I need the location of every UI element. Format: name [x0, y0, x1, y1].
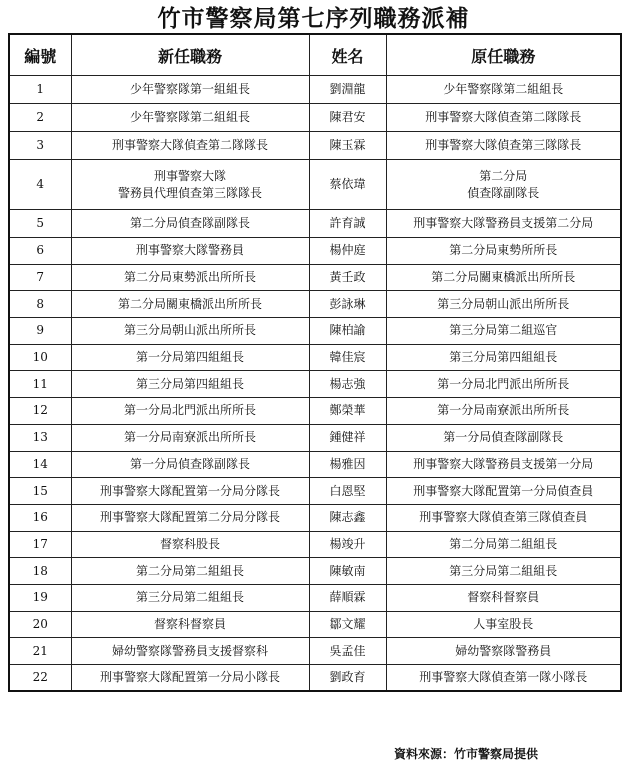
cell-number-text: 7 [36, 270, 45, 285]
cell-old-position [386, 558, 621, 585]
table-header-row [9, 34, 621, 76]
cell-old-position-text: 刑事警察大隊警務員支援第二分局 [413, 216, 594, 230]
cell-old-position-text: 少年警察隊第二組組長 [443, 82, 564, 96]
cell-old-position [386, 210, 621, 238]
cell-old-position-text: 人事室股長 [473, 616, 534, 631]
cell-old-position-text: 第一分局南寮派出所所長 [437, 403, 570, 418]
table-row [9, 344, 621, 371]
cell-new-position-text: 督察科督察員 [153, 616, 226, 631]
cell-name-text: 吳孟佳 [329, 643, 366, 658]
assignment-table [8, 33, 622, 692]
cell-name-text: 陳敏南 [329, 563, 366, 578]
cell-name [309, 638, 386, 665]
cell-name-text: 楊志強 [329, 376, 366, 391]
cell-new-position-text: 刑事警察大隊 [153, 168, 226, 183]
cell-old-position [386, 160, 621, 210]
cell-name-text: 陳柏諭 [329, 323, 366, 338]
cell-new-position-text: 刑事警察大隊偵查第二隊隊長 [111, 138, 268, 152]
cell-number [9, 451, 71, 478]
cell-name [309, 160, 386, 210]
cell-new-position [71, 638, 309, 665]
cell-name [309, 531, 386, 558]
cell-new-position [71, 291, 309, 318]
cell-name [309, 584, 386, 611]
source-note: 資料來源：竹市警察局提供 [394, 747, 539, 761]
table-row [9, 451, 621, 478]
cell-old-position-text: 第三分局朝山派出所所長 [437, 296, 570, 311]
cell-name [309, 371, 386, 398]
cell-name [309, 132, 386, 160]
cell-new-position-text: 刑事警察大隊配置第一分局小隊長 [99, 670, 280, 685]
table-row [9, 318, 621, 345]
cell-name-text: 黃壬政 [329, 270, 366, 285]
cell-number-text: 17 [32, 536, 48, 551]
cell-number-text: 12 [32, 403, 48, 418]
table-row [9, 558, 621, 585]
cell-number [9, 264, 71, 291]
cell-new-position-text: 第三分局第四組組長 [135, 376, 244, 391]
cell-name [309, 238, 386, 265]
cell-name-text: 楊竣升 [329, 536, 366, 551]
cell-number-text: 10 [32, 350, 48, 365]
cell-old-position [386, 478, 621, 505]
table-row [9, 264, 621, 291]
cell-name [309, 264, 386, 291]
table-row [9, 238, 621, 265]
cell-new-position-text: 第二分局第二組組長 [135, 563, 244, 578]
cell-number [9, 76, 71, 104]
cell-old-position [386, 371, 621, 398]
cell-name [309, 104, 386, 132]
cell-number-text: 2 [36, 110, 45, 124]
cell-number-text: 8 [36, 296, 45, 311]
cell-name [309, 210, 386, 238]
cell-number [9, 160, 71, 210]
cell-new-position-text: 第二分局關東橋派出所所長 [117, 296, 262, 311]
table-row [9, 638, 621, 665]
cell-new-position-text: 少年警察隊第二組組長 [129, 110, 250, 124]
cell-old-position-text: 刑事警察大隊偵查第一隊小隊長 [419, 670, 588, 685]
cell-new-position [71, 611, 309, 638]
cell-old-position-text: 第一分局北門派出所所長 [437, 376, 570, 391]
table-row [9, 76, 621, 104]
cell-number [9, 611, 71, 638]
cell-name-text: 楊仲庭 [329, 243, 366, 258]
cell-old-position-text: 刑事警察大隊偵查第二隊隊長 [425, 110, 582, 124]
cell-old-position-text: 刑事警察大隊偵查第三隊偵查員 [419, 510, 588, 525]
cell-number [9, 371, 71, 398]
table-row [9, 665, 621, 692]
cell-old-position [386, 638, 621, 665]
cell-new-position-text: 婦幼警察隊警務員支援督察科 [111, 643, 268, 658]
cell-number [9, 132, 71, 160]
cell-number [9, 531, 71, 558]
cell-name-text: 許育誠 [329, 216, 366, 230]
cell-name-text: 楊雅因 [329, 456, 366, 471]
cell-old-position [386, 531, 621, 558]
cell-name [309, 398, 386, 425]
cell-number-text: 15 [32, 483, 48, 498]
cell-new-position [71, 76, 309, 104]
cell-new-position [71, 558, 309, 585]
cell-new-position-text: 第一分局北門派出所所長 [123, 403, 256, 418]
cell-number [9, 318, 71, 345]
cell-new-position [71, 451, 309, 478]
cell-number [9, 424, 71, 451]
cell-old-position [386, 665, 621, 692]
table-body [9, 76, 621, 692]
page-title: 竹市警察局第七序列職務派補 [157, 5, 470, 32]
cell-old-position-text: 第二分局東勢所所長 [449, 243, 558, 258]
cell-old-position-text: 第三分局第二組組長 [449, 563, 558, 578]
cell-name-text: 陳君安 [329, 110, 366, 124]
cell-new-position [71, 160, 309, 210]
cell-new-position [71, 398, 309, 425]
cell-old-position-text: 刑事警察大隊配置第一分局偵查員 [413, 483, 594, 498]
cell-number-text: 3 [36, 138, 45, 152]
column-header-new-position: 新任職務 [71, 34, 309, 76]
table-row [9, 291, 621, 318]
cell-old-position [386, 264, 621, 291]
cell-number-text: 5 [36, 216, 45, 230]
cell-name [309, 291, 386, 318]
table-row [9, 424, 621, 451]
cell-new-position [71, 665, 309, 692]
cell-name-text: 蔡依瑋 [329, 177, 366, 191]
cell-number-text: 9 [36, 323, 45, 338]
cell-name-text: 劉淵龍 [329, 82, 366, 96]
cell-old-position-text: 刑事警察大隊偵查第三隊隊長 [425, 138, 582, 152]
cell-old-position [386, 104, 621, 132]
cell-name [309, 318, 386, 345]
cell-number [9, 291, 71, 318]
cell-name [309, 451, 386, 478]
cell-old-position [386, 584, 621, 611]
cell-new-position [71, 210, 309, 238]
cell-number-text: 6 [36, 243, 45, 258]
cell-name [309, 76, 386, 104]
cell-new-position [71, 504, 309, 531]
cell-new-position [71, 478, 309, 505]
cell-new-position-text: 刑事警察大隊警務員 [135, 243, 244, 258]
table-row [9, 398, 621, 425]
cell-number-text: 16 [32, 510, 48, 525]
cell-number [9, 104, 71, 132]
cell-name [309, 611, 386, 638]
cell-name-text: 彭詠琳 [329, 296, 366, 311]
cell-new-position-text: 第一分局第四組組長 [135, 350, 244, 365]
cell-number-text: 4 [36, 177, 45, 191]
cell-old-position [386, 238, 621, 265]
cell-name-text: 鄒文耀 [329, 616, 366, 631]
cell-number-text: 22 [32, 670, 48, 685]
table-row [9, 478, 621, 505]
cell-old-position-text: 第三分局第四組組長 [449, 350, 558, 365]
cell-name-text: 韓佳宸 [329, 350, 366, 365]
cell-new-position-text: 刑事警察大隊配置第二分局分隊長 [99, 510, 280, 525]
cell-old-position-text: 偵查隊副隊長 [467, 185, 540, 200]
cell-new-position-text: 刑事警察大隊配置第一分局分隊長 [99, 483, 280, 498]
cell-number [9, 584, 71, 611]
cell-number [9, 504, 71, 531]
cell-number [9, 478, 71, 505]
cell-name-text: 鍾健祥 [329, 430, 366, 445]
table-row [9, 504, 621, 531]
cell-name [309, 424, 386, 451]
cell-name-text: 鄭榮華 [329, 403, 366, 418]
cell-new-position-text: 第二分局東勢派出所所長 [123, 270, 256, 285]
table-row [9, 371, 621, 398]
cell-old-position [386, 291, 621, 318]
cell-name-text: 陳志鑫 [329, 510, 366, 525]
cell-new-position-text: 第三分局第二組組長 [135, 590, 244, 605]
cell-number [9, 638, 71, 665]
cell-new-position-text: 第二分局偵查隊副隊長 [129, 216, 250, 230]
cell-new-position-text: 警務員代理偵查第三隊隊長 [117, 185, 262, 200]
cell-new-position-text: 第一分局偵查隊副隊長 [129, 456, 250, 471]
cell-new-position-text: 督察科股長 [159, 536, 220, 551]
cell-number-text: 1 [36, 82, 45, 96]
table-row [9, 210, 621, 238]
cell-number [9, 665, 71, 692]
cell-new-position-text: 第三分局朝山派出所所長 [123, 323, 256, 338]
cell-name-text: 陳玉霖 [329, 138, 366, 152]
cell-new-position-text: 少年警察隊第一組組長 [129, 82, 250, 96]
cell-name [309, 558, 386, 585]
column-header-number: 編號 [9, 34, 71, 76]
table-row [9, 132, 621, 160]
cell-new-position [71, 132, 309, 160]
cell-name-text: 薛順霖 [329, 590, 366, 605]
cell-new-position [71, 104, 309, 132]
cell-old-position-text: 第三分局第二組巡官 [449, 323, 558, 338]
cell-number-text: 13 [32, 430, 48, 445]
cell-old-position-text: 婦幼警察隊警務員 [455, 643, 552, 658]
cell-name-text: 白恩堅 [329, 483, 366, 498]
cell-number-text: 14 [32, 456, 48, 471]
table-row [9, 584, 621, 611]
cell-new-position [71, 424, 309, 451]
cell-old-position [386, 398, 621, 425]
cell-number [9, 398, 71, 425]
cell-old-position-text: 第二分局關東橋派出所所長 [431, 270, 576, 285]
cell-old-position-text: 第二分局 [479, 168, 528, 183]
cell-old-position [386, 424, 621, 451]
cell-old-position-text: 刑事警察大隊警務員支援第一分局 [413, 456, 594, 471]
cell-number-text: 20 [32, 616, 48, 631]
cell-old-position [386, 504, 621, 531]
cell-old-position [386, 451, 621, 478]
cell-name [309, 344, 386, 371]
cell-number-text: 11 [32, 376, 48, 391]
cell-old-position-text: 第一分局偵查隊副隊長 [443, 430, 564, 445]
table-row [9, 611, 621, 638]
column-header-old-position: 原任職務 [386, 34, 621, 76]
table-row [9, 160, 621, 210]
cell-name [309, 478, 386, 505]
column-header-name: 姓名 [309, 34, 386, 76]
cell-old-position-text: 第二分局第二組組長 [449, 536, 558, 551]
table-row [9, 104, 621, 132]
cell-number [9, 210, 71, 238]
cell-new-position [71, 344, 309, 371]
cell-new-position [71, 318, 309, 345]
cell-old-position [386, 132, 621, 160]
cell-name [309, 504, 386, 531]
cell-old-position [386, 76, 621, 104]
cell-old-position [386, 344, 621, 371]
cell-new-position [71, 371, 309, 398]
cell-old-position [386, 318, 621, 345]
cell-number [9, 344, 71, 371]
cell-number-text: 19 [32, 590, 48, 605]
cell-number-text: 18 [32, 563, 48, 578]
cell-name-text: 劉政育 [329, 670, 366, 685]
cell-new-position-text: 第一分局南寮派出所所長 [123, 430, 256, 445]
cell-new-position [71, 238, 309, 265]
cell-old-position-text: 督察科督察員 [467, 590, 540, 605]
cell-number-text: 21 [32, 643, 48, 658]
cell-old-position [386, 611, 621, 638]
cell-number [9, 558, 71, 585]
cell-new-position [71, 584, 309, 611]
cell-new-position [71, 264, 309, 291]
cell-number [9, 238, 71, 265]
table-row [9, 531, 621, 558]
cell-name [309, 665, 386, 692]
cell-new-position [71, 531, 309, 558]
